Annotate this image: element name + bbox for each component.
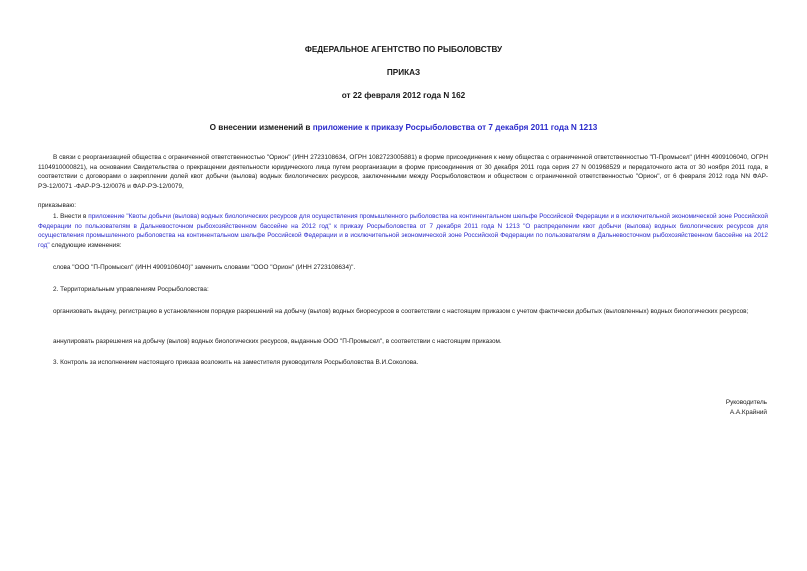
- item2-paragraph: 2. Территориальным управлениям Росрыболовства:: [53, 286, 209, 293]
- doc-type-heading: ПРИКАЗ: [386, 68, 421, 77]
- signer-title: Руководитель: [725, 399, 767, 406]
- title-heading: [0, 123, 807, 133]
- item1-link[interactable]: приложение "Квоты добычи (вылова) водных биологических ресурсов для осуществления промышленного рыболовства на континентальном шельфе Российской Федерации и в исключительной экономической зоне Российской Федерации по пользователям в Дальневосточном рыбохозяйственном бассейне на 2012 год" к приказу Росрыболовства от 7 декабря 2011 года N 1213 "О распределении квот добычи (вылова) водных биологических ресурсов для осуществления промышленного рыболовства на континентальном шельфе Российской Федерации и в исключительной экономической зоне Российской Федерации по пользователям в Дальневосточном рыбохозяйственном бассейне на 2012 год": [38, 213, 768, 249]
- item2-a-paragraph: организовать выдачу, регистрацию в установленном порядке разрешений на добычу (вылов) водных биоресурсов в соответствии с настоящим приказом с учетом фактически добытых (выловленных) водных биологических ресурсов;: [53, 308, 749, 315]
- agency-heading: ФЕДЕРАЛЬНОЕ АГЕНТСТВО ПО РЫБОЛОВСТВУ: [304, 45, 503, 54]
- item1-suffix: следующие изменения:: [49, 241, 122, 249]
- title-link[interactable]: приложение к приказу Росрыболовства от 7 декабря 2011 года N 1213: [312, 123, 598, 132]
- item1-change: слова "ООО "П-Промысел" (ИНН 4909106040)" заменить словами "ООО "Орион" (ИНН 2723108634)".: [53, 264, 356, 271]
- title-prefix: О внесении изменений в: [209, 123, 313, 132]
- preamble-paragraph: В связи с реорганизацией общества с ограниченной ответственностью "Орион" (ИНН 2723108634, ОГРН 1082723005881) в форме присоединения к нему общества с ограниченной ответственностью "П-Промысел" (ИНН 4909106040, ОГРН 1104910000821), на основании Свидетельства о прекращении деятельности юридического лица путем реорганизации в форме присоединения от 30 декабря 2011 года серия 27 N 001968529 и передаточного акта от 30 ноября 2011 года, в соответствии с договорами о закреплении долей квот добычи (вылова) водных биологических ресурсов, заключенными между Росрыболовством и обществом с ограниченной ответственностью "Орион", от 6 февраля 2012 года NN ФАР-РЭ-12/0071 -ФАР-РЭ-12/0076 и ФАР-РЭ-12/0079,: [38, 154, 768, 190]
- signer-name: А.А.Крайний: [729, 409, 767, 416]
- item2-b-paragraph: аннулировать разрешения на добычу (вылов) водных биологических ресурсов, выданные ООО "П-Промысел", в соответствии с настоящим приказом.: [53, 338, 502, 345]
- item1-prefix: 1. Внести в: [53, 213, 89, 220]
- date-number-heading: от 22 февраля 2012 года N 162: [341, 91, 466, 100]
- item1-paragraph: [38, 212, 768, 250]
- item3-paragraph: 3. Контроль за исполнением настоящего приказа возложить на заместителя руководителя Росрыболовства В.И.Соколова.: [53, 359, 419, 366]
- order-word: приказываю:: [38, 202, 76, 209]
